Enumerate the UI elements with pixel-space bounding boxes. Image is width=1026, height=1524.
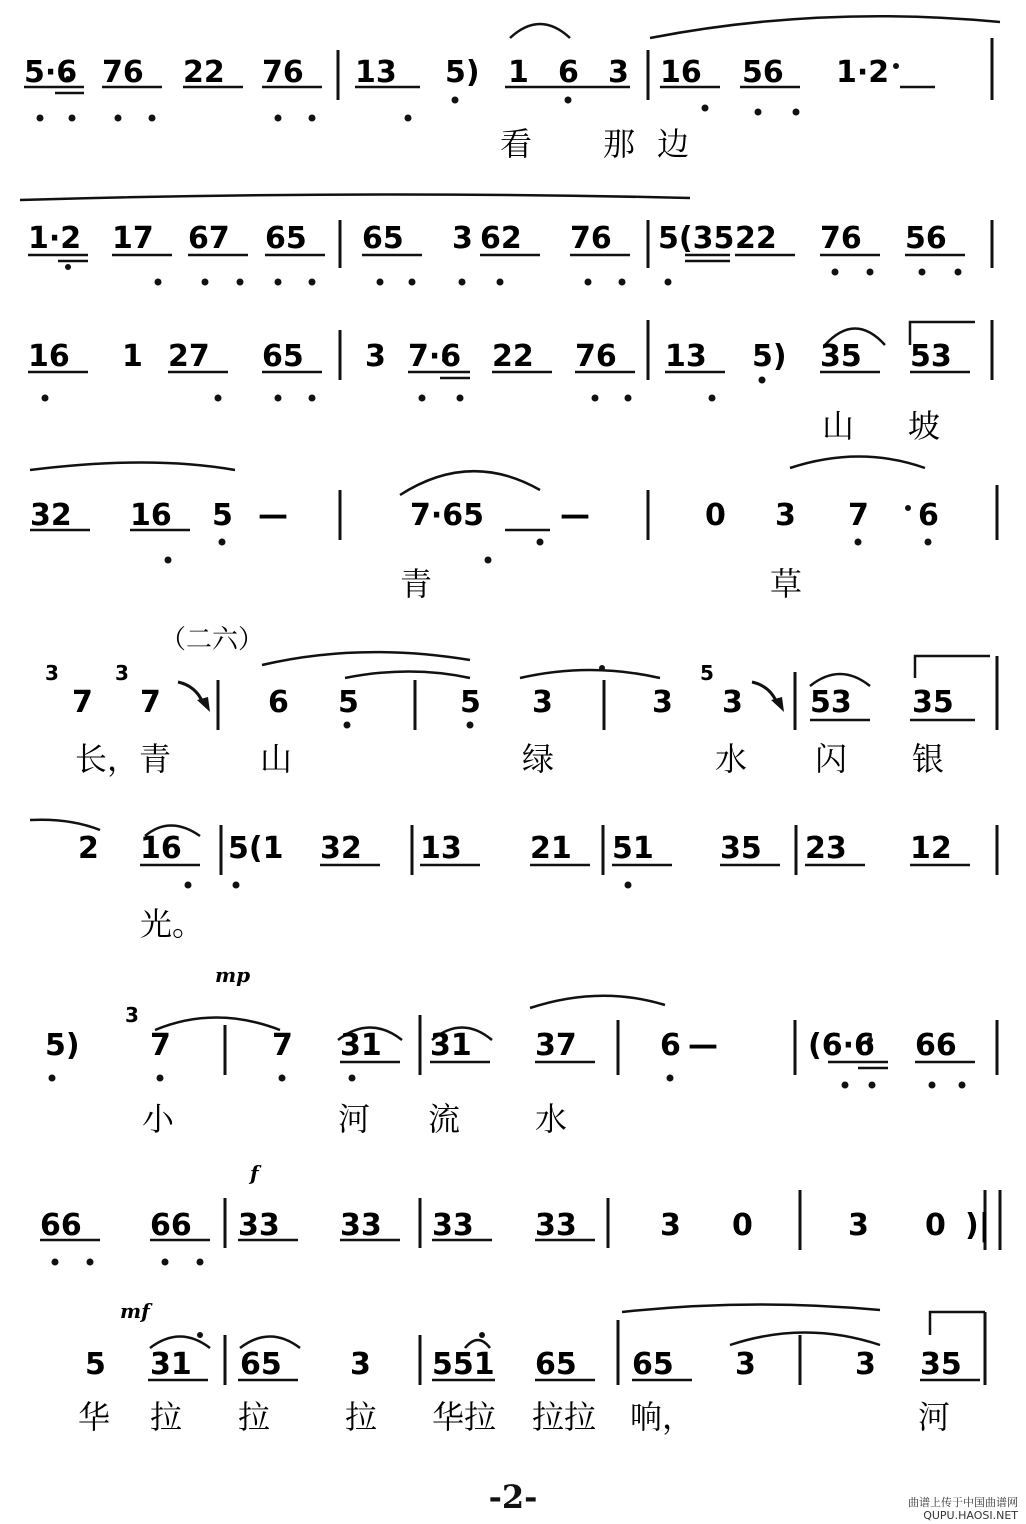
note-row1-14: 1·2 <box>836 55 890 90</box>
lyric-row5-3: 绿 <box>522 740 555 778</box>
note-row3-8: 22 <box>492 339 534 374</box>
note-row6-13: 23 <box>805 831 847 866</box>
note-row1-2: 76 <box>102 55 144 90</box>
grace-row7-1: 3 <box>125 1003 139 1027</box>
note-row1-9: 6 <box>558 55 579 90</box>
note-row3-3: 27 <box>168 339 210 374</box>
note-row3-14: 53 <box>910 339 952 374</box>
note-row7-7: 31 <box>430 1028 472 1063</box>
note-row5-1: 7 <box>72 685 93 720</box>
lyric-row9-4: 拉 <box>345 1398 378 1436</box>
grace-row5-3: 5 <box>700 661 714 685</box>
note-row1-12: 16 <box>660 55 702 90</box>
note-row8-5: 33 <box>340 1208 382 1243</box>
note-row2-12: 22 <box>735 221 777 256</box>
note-row8-8: 33 <box>535 1208 577 1243</box>
note-row6-5: 32 <box>320 831 362 866</box>
dynamic-mp: mp <box>215 963 251 987</box>
note-row9-7: 551 <box>432 1347 495 1382</box>
note-row4-2: 16 <box>130 498 172 533</box>
note-row6-2: 16 <box>140 831 182 866</box>
note-row7-13: (6·6 <box>808 1028 875 1063</box>
note-row4-6: 7·65 <box>410 498 485 533</box>
note-row1-6: 13 <box>355 55 397 90</box>
note-row9-14: 35 <box>920 1347 962 1382</box>
note-row5-10: 3 <box>652 685 673 720</box>
note-row3-11: 13 <box>665 339 707 374</box>
lyric-row9-3: 拉 <box>238 1398 271 1436</box>
note-row7-4: 7 <box>272 1028 293 1063</box>
note-row2-7: 3 <box>452 221 473 256</box>
note-row9-10: 65 <box>632 1347 674 1382</box>
note-row8-7: 33 <box>432 1208 474 1243</box>
note-row2-3: 67 <box>188 221 230 256</box>
note-row6-8: 21 <box>530 831 572 866</box>
note-row9-8: 65 <box>535 1347 577 1382</box>
grace-row5-1: 3 <box>45 661 59 685</box>
note-row3-1: 16 <box>28 339 70 374</box>
note-row5-8: 3 <box>532 685 553 720</box>
note-row2-8: 62 <box>480 221 522 256</box>
dynamic-mf: mf <box>120 1299 150 1323</box>
note-row8-14: 0 <box>925 1208 946 1243</box>
note-row8-2: 66 <box>150 1208 192 1243</box>
note-row2-4: 65 <box>265 221 307 256</box>
note-row2-2: 17 <box>112 221 154 256</box>
lyric-row7-4: 水 <box>535 1100 568 1138</box>
note-row8-13: 3 <box>848 1208 869 1243</box>
note-row3-2: 1 <box>122 339 143 374</box>
note-row7-8: 37 <box>535 1028 577 1063</box>
grace-row5-2: 3 <box>115 661 129 685</box>
footer-site: 曲谱上传于中国曲谱网 <box>908 1496 1018 1509</box>
note-row2-1: 1·2 <box>28 221 82 256</box>
lyric-row4-1: 青 <box>400 565 433 603</box>
note-row8-10: 3 <box>660 1208 681 1243</box>
note-row6-4: 5(1 <box>228 831 284 866</box>
lyric-row1-3: 边 <box>657 125 690 163</box>
lyric-row9-8: 河 <box>918 1398 951 1436</box>
lyric-row9-5: 华拉 <box>432 1398 497 1436</box>
note-row3-9: 76 <box>575 339 617 374</box>
note-row7-14: 66 <box>915 1028 957 1063</box>
note-row4-3: 5 <box>212 498 233 533</box>
lyric-row9-7: 响， <box>630 1398 695 1436</box>
note-row5-11: 3 <box>722 685 743 720</box>
lyric-row7-1: 小 <box>142 1100 175 1138</box>
note-row4-10: 3 <box>775 498 796 533</box>
note-row3-13: 35 <box>820 339 862 374</box>
lyric-row5-5: 闪 <box>815 740 848 778</box>
note-row1-13: 56 <box>742 55 784 90</box>
dynamic-f: f <box>250 1161 259 1185</box>
note-row7-2: 7 <box>150 1028 171 1063</box>
footer-watermark <box>908 1496 1018 1522</box>
note-row4-9: 0 <box>705 498 726 533</box>
note-row6-7: 13 <box>420 831 462 866</box>
note-row2-6: 65 <box>362 221 404 256</box>
note-row4-4: — <box>258 498 288 533</box>
note-row1-8: 1 <box>508 55 529 90</box>
note-row5-13: 53 <box>810 685 852 720</box>
lyric-row3-1: 山 <box>822 407 855 445</box>
lyric-row5-6: 银 <box>912 740 945 778</box>
note-row9-5: 3 <box>350 1347 371 1382</box>
note-row9-4: 65 <box>240 1347 282 1382</box>
lyric-row9-1: 华 <box>78 1398 111 1436</box>
note-row8-1: 66 <box>40 1208 82 1243</box>
note-row4-7: — <box>560 498 590 533</box>
note-row7-5: 31 <box>340 1028 382 1063</box>
note-row9-1: 5 <box>85 1347 106 1382</box>
note-row5-5: 5 <box>338 685 359 720</box>
lyric-row3-2: 坡 <box>908 407 941 445</box>
note-row1-1: 5·6 <box>24 55 78 90</box>
note-row8-4: 33 <box>238 1208 280 1243</box>
note-row6-11: 35 <box>720 831 762 866</box>
lyric-row9-6: 拉拉 <box>532 1398 597 1436</box>
lyric-row7-3: 流 <box>428 1100 461 1138</box>
lyric-row9-2: 拉 <box>150 1398 183 1436</box>
lyric-row1-2: 那 <box>603 125 636 163</box>
lyric-row5-4: 水 <box>715 740 748 778</box>
lyric-row5-2: 山 <box>260 740 293 778</box>
note-row7-10: 6 <box>660 1028 681 1063</box>
note-row4-11: 7 <box>848 498 869 533</box>
lyric-row4-2: 草 <box>770 565 803 603</box>
note-row5-2: 7 <box>140 685 161 720</box>
page-number: -2- <box>488 1478 538 1516</box>
lyric-row7-2: 河 <box>338 1100 371 1138</box>
note-row9-2: 31 <box>150 1347 192 1382</box>
note-row3-12: 5) <box>752 339 787 374</box>
note-row1-4: 76 <box>262 55 304 90</box>
note-row3-7: 7·6 <box>408 339 462 374</box>
note-row6-14: 12 <box>910 831 952 866</box>
note-row4-1: 32 <box>30 498 72 533</box>
note-row6-10: 51 <box>612 831 654 866</box>
note-row1-7: 5) <box>445 55 480 90</box>
note-row5-7: 5 <box>460 685 481 720</box>
note-row5-4: 6 <box>268 685 289 720</box>
note-row4-12: 6 <box>918 498 939 533</box>
footer-url: QUPU.HAOSI.NET <box>923 1509 1018 1522</box>
section-label: （二六） <box>160 625 265 655</box>
lyric-row1-1: 看 <box>500 125 533 163</box>
note-row2-9: 76 <box>570 221 612 256</box>
lyric-row5-1: 长，青 <box>75 740 172 778</box>
note-row9-13: 3 <box>855 1347 876 1382</box>
note-row7-11: — <box>688 1028 718 1063</box>
note-row9-11: 3 <box>735 1347 756 1382</box>
note-row8-11: 0 <box>732 1208 753 1243</box>
lyric-row6-1: 光。 <box>140 905 205 943</box>
note-row5-14: 35 <box>912 685 954 720</box>
note-row2-13: 76 <box>820 221 862 256</box>
note-row1-10: 3 <box>608 55 629 90</box>
note-row3-4: 65 <box>262 339 304 374</box>
note-row6-1: 2 <box>78 831 99 866</box>
note-row3-6: 3 <box>365 339 386 374</box>
note-row2-14: 56 <box>905 221 947 256</box>
note-row7-1: 5) <box>45 1028 80 1063</box>
note-row1-3: 22 <box>183 55 225 90</box>
note-row2-11: 5(35 <box>658 221 735 256</box>
note-row8-15: )| <box>965 1208 990 1243</box>
